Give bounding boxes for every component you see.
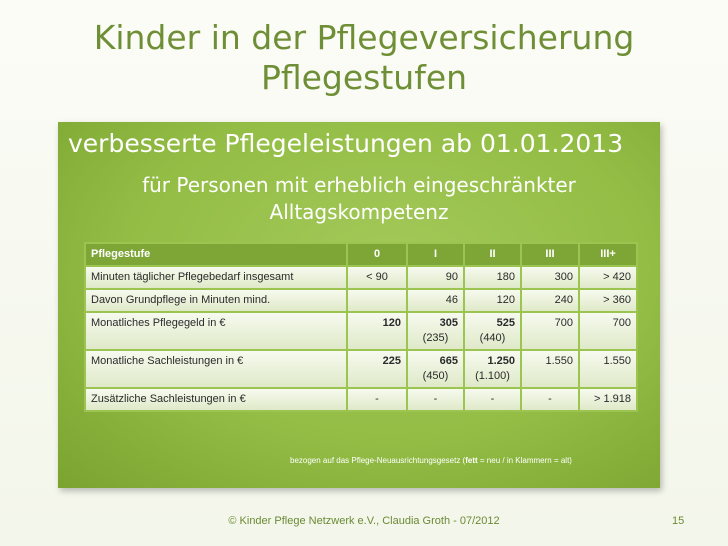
row-label: Zusätzliche Sachleistungen in € [85,388,347,411]
panel-subhead-line2: Alltagskompetenz [269,200,449,224]
panel-headline: verbesserte Pflegeleistungen ab 01.01.2013 [68,129,624,158]
footnote-suffix: = neu / in Klammern = alt) [477,456,572,465]
table-cell: 225 [347,350,407,388]
table-cell [407,350,464,388]
table-cell: > 360 [579,289,637,312]
footnote-bold: fett [465,456,478,465]
table-cell: > 420 [579,266,637,289]
row-label: Monatliches Pflegegeld in € [85,312,347,350]
pflegestufen-table [84,242,638,412]
table-cell: 700 [579,312,637,350]
footer-copyright: © Kinder Pflege Netzwerk e.V., Claudia Groth - 07/2012 [228,515,500,527]
table-cell: 180 [464,266,521,289]
header-cell-II: II [464,243,521,266]
table-row [85,266,637,289]
header-cell-I: I [407,243,464,266]
old-value: (1.100) [475,370,510,382]
table-cell [407,312,464,350]
table-cell: 1.550 [579,350,637,388]
table-cell: 240 [521,289,579,312]
header-cell-0: 0 [347,243,407,266]
table-row [85,388,637,411]
content-panel [58,122,660,488]
header-cell-III-plus: III+ [579,243,637,266]
table-cell: - [464,388,521,411]
table-cell: - [347,388,407,411]
new-value: 665 [439,355,458,367]
old-value: (440) [479,332,506,344]
old-value: (235) [422,332,449,344]
new-value: 305 [439,317,458,329]
new-value: 525 [496,317,515,329]
row-label: Davon Grundpflege in Minuten mind. [85,289,347,312]
header-cell-III: III [521,243,579,266]
table-cell: 300 [521,266,579,289]
table-cell [464,312,521,350]
header-cell-label: Pflegestufe [85,243,347,266]
new-value: 1.250 [487,355,515,367]
row-label: Monatliche Sachleistungen in € [85,350,347,388]
table-cell [347,289,407,312]
table-cell: 120 [347,312,407,350]
slide-title-line2: Pflegestufen [260,58,468,97]
table-cell: > 1.918 [579,388,637,411]
table-cell: 700 [521,312,579,350]
table-cell: - [407,388,464,411]
table-row [85,312,637,350]
table-cell: < 90 [347,266,407,289]
footnote [290,456,572,465]
footnote-prefix: bezogen auf das Pflege-Neuausrichtungsgesetz ( [290,456,466,465]
table-row [85,289,637,312]
table-header-row [85,243,637,266]
table-cell: 1.550 [521,350,579,388]
table-cell: 120 [464,289,521,312]
panel-subhead [58,172,660,226]
table-cell: - [521,388,579,411]
row-label: Minuten täglicher Pflegebedarf insgesamt [85,266,347,289]
table-cell: 46 [407,289,464,312]
table-cell [464,350,521,388]
table-cell: 90 [407,266,464,289]
slide-title [0,18,728,98]
panel-subhead-line1: für Personen mit erheblich eingeschränkter [142,173,576,197]
slide-title-line1: Kinder in der Pflegeversicherung [93,18,635,57]
page-number: 15 [672,515,685,527]
table-row [85,350,637,388]
old-value: (450) [422,370,449,382]
